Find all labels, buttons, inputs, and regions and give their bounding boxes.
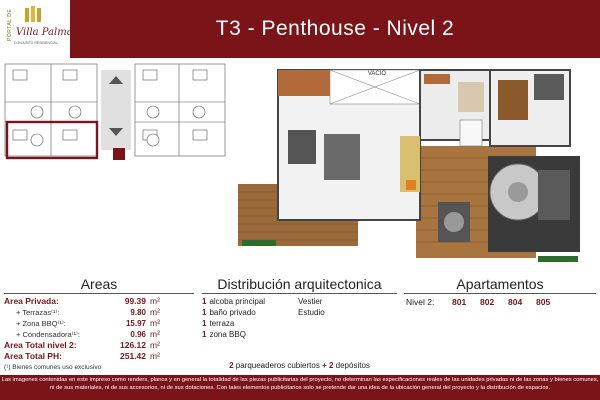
area-row xyxy=(4,296,194,307)
header-bar xyxy=(0,0,600,58)
area-row xyxy=(4,307,194,318)
logo-emblem-icon xyxy=(24,6,42,24)
footer-disclaimer: Las imagenes contenidas en este impreso como renders, planos y en general la totalidad de las piezas publicitarias del proyecto, no determinan las especificaciones reales de las unidades privadas ni de las zonas y bienes comunes, ni de sus materiales, ni de sus accesorios, ni de sus dotaciones. Con tales elementos publicitarios solo se pretende dar una idea de la ubicación general del proyecto y la distribución de espacios. xyxy=(0,375,600,400)
page-title: T3 - Penthouse - Nivel 2 xyxy=(215,17,455,40)
apartment-number: 805 xyxy=(536,297,551,307)
list-item xyxy=(202,329,297,340)
item-qty: 1 xyxy=(202,297,207,306)
area-label: Area Privada: xyxy=(4,296,59,306)
list-item xyxy=(202,318,297,329)
parking-qty: 2 xyxy=(229,361,234,370)
area-label: + Condensadora⁽¹⁾: xyxy=(16,330,80,339)
vacio-label: VACIO xyxy=(367,71,387,77)
logo-portal-text: PORTAL DE xyxy=(7,8,13,42)
area-row xyxy=(4,340,194,351)
areas-title: Areas xyxy=(80,276,118,292)
area-unit: m² xyxy=(150,307,160,317)
area-label: Area Total nivel 2: xyxy=(4,340,77,350)
deposits-text: depósitos xyxy=(335,361,370,370)
area-value: 251.42 xyxy=(120,351,146,361)
area-unit: m² xyxy=(150,296,160,306)
area-unit: m² xyxy=(150,340,160,350)
apartamentos-list xyxy=(404,296,596,308)
areas-table xyxy=(4,296,194,362)
area-label: + Zona BBQ⁽¹⁾: xyxy=(16,319,66,328)
apartment-number: 801 xyxy=(452,297,467,307)
area-value: 9.80 xyxy=(130,308,146,317)
apartment-number: 802 xyxy=(480,297,495,307)
logo-script-text: Villa Palma xyxy=(16,27,73,38)
item-qty: 1 xyxy=(202,319,207,328)
area-label: Area Total PH: xyxy=(4,351,62,361)
areas-footnote: (¹) Bienes comunes uso exclusivo xyxy=(4,364,102,371)
key-plan xyxy=(3,62,228,162)
item-qty: 1 xyxy=(202,330,207,339)
level-label: Nivel 2: xyxy=(406,297,435,307)
area-row xyxy=(4,329,194,340)
floor-plan-render xyxy=(238,60,580,272)
area-row xyxy=(4,351,194,362)
deposits-qty: 2 xyxy=(328,361,334,370)
apartment-number: 804 xyxy=(508,297,523,307)
item-text: baño privado xyxy=(209,308,256,317)
item-text: terraza xyxy=(209,319,235,328)
item-text: alcoba principal xyxy=(209,297,266,306)
area-value: 126.12 xyxy=(120,340,146,350)
area-value: 0.96 xyxy=(130,330,146,339)
area-value: 99.39 xyxy=(124,296,146,306)
logo xyxy=(0,0,73,58)
list-item: Vestier xyxy=(298,297,323,306)
area-unit: m² xyxy=(150,351,160,361)
list-item xyxy=(202,296,297,307)
apartamentos-divider xyxy=(404,293,596,294)
list-item: Estudio xyxy=(298,308,325,317)
item-text: zona BBQ xyxy=(209,330,246,339)
area-unit: m² xyxy=(150,318,160,328)
item-qty: 1 xyxy=(202,308,207,317)
areas-divider xyxy=(4,293,194,294)
list-item xyxy=(202,307,297,318)
distribucion-divider xyxy=(202,293,397,294)
parking-text: parqueaderos cubiertos xyxy=(235,361,320,370)
area-row xyxy=(4,318,194,329)
logo-sub-text: CONJUNTO RESIDENCIAL xyxy=(14,41,58,45)
apartamentos-title: Apartamentos xyxy=(456,276,544,292)
distribucion-title: Distribución arquitectonica xyxy=(217,276,382,292)
area-label: + Terrazas⁽¹⁾: xyxy=(16,308,60,317)
area-value: 15.97 xyxy=(125,319,146,328)
parking-summary: 2 parqueaderos cubiertos + 2 depósitos xyxy=(229,361,370,370)
area-unit: m² xyxy=(150,329,160,339)
